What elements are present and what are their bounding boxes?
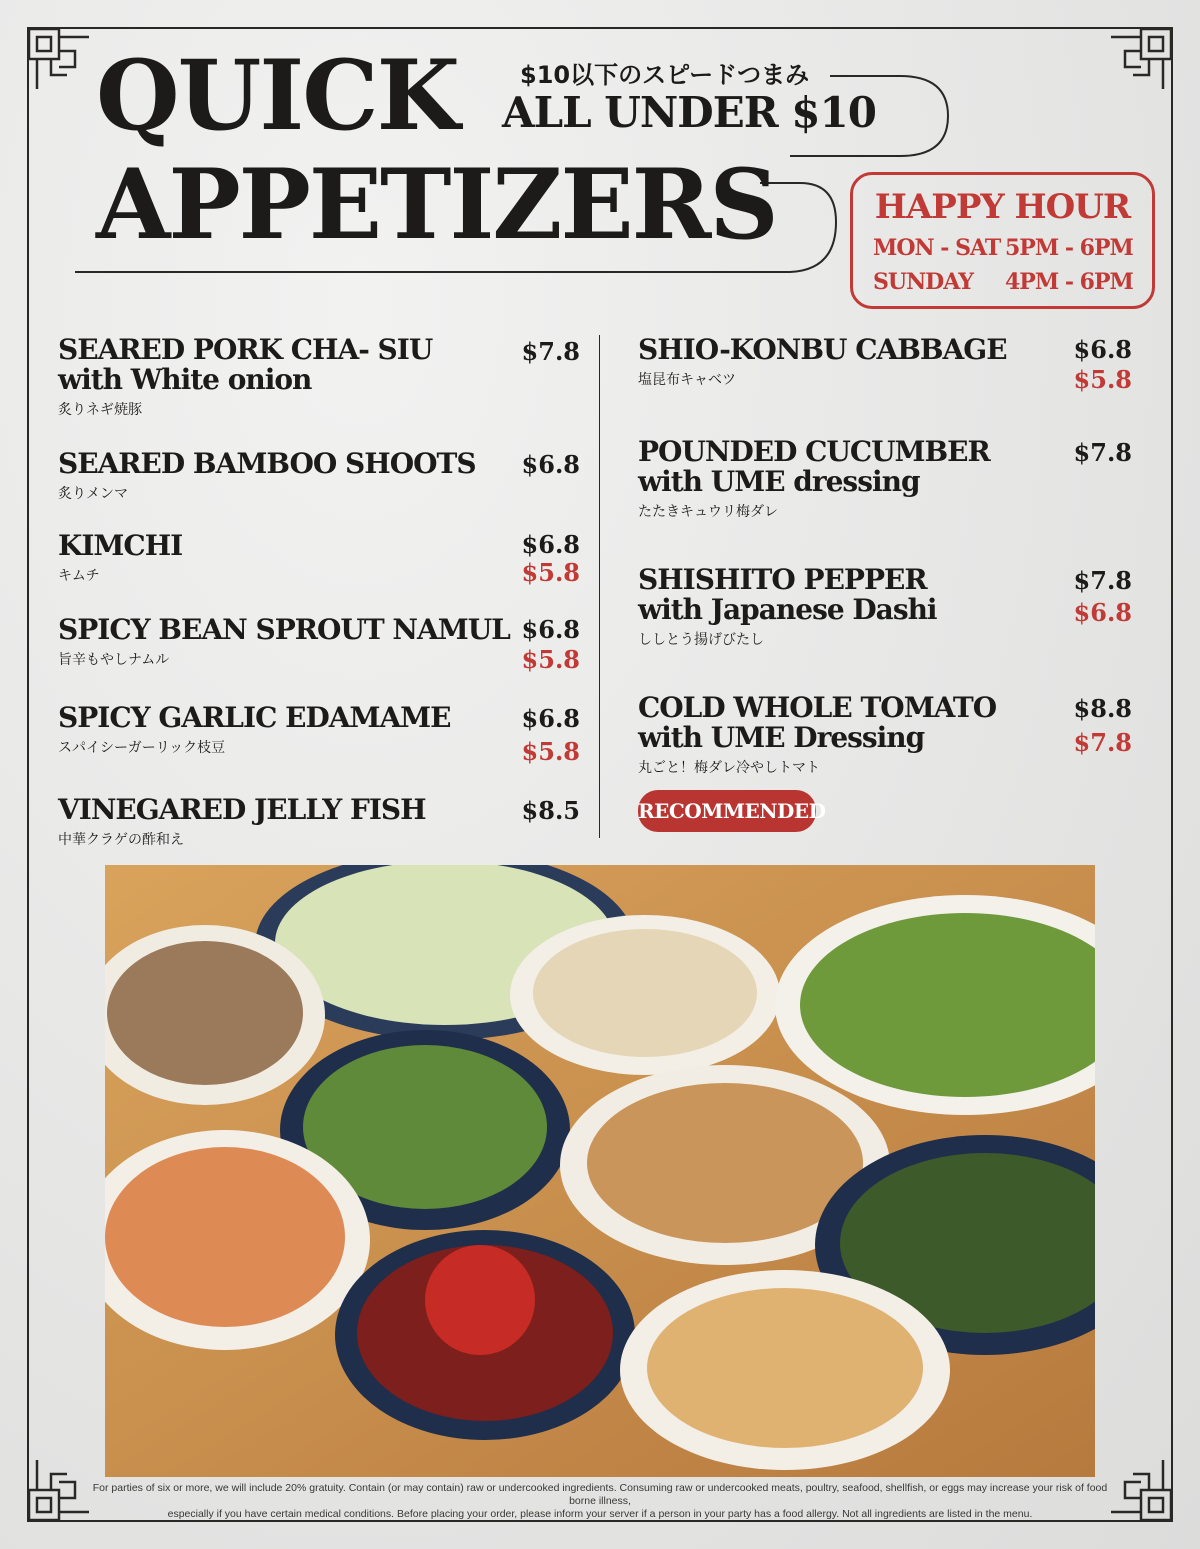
menu-item-japanese: 炙りネギ焼豚 xyxy=(58,402,142,418)
subtitle-english: ALL UNDER $10 xyxy=(502,88,876,137)
menu-item-sale-price: $5.8 xyxy=(1073,365,1132,394)
happy-hour-row xyxy=(873,235,1133,261)
menu-item-japanese: キムチ xyxy=(58,568,100,584)
menu-item xyxy=(58,531,182,585)
menu-item xyxy=(638,565,937,649)
menu-item xyxy=(638,437,990,521)
happy-hour-time: 5PM - 6PM xyxy=(1005,235,1133,261)
page-title-line1: QUICK xyxy=(96,39,459,152)
disclaimer xyxy=(90,1482,1110,1521)
menu-item-sale-price: $5.8 xyxy=(521,558,580,587)
corner-ornament-icon xyxy=(1107,27,1173,93)
menu-item-name: SHIO-KONBU CABBAGE xyxy=(638,333,1007,366)
disclaimer-line: especially if you have certain medical conditions. Before placing your order, please inform your server if a person in your party has a food allergy. Not all ingredients are listed in the menu. xyxy=(167,1508,1033,1520)
menu-item xyxy=(638,335,1007,389)
happy-hour-time: 4PM - 6PM xyxy=(1005,269,1133,295)
corner-ornament-icon xyxy=(27,27,93,93)
menu-item-price: $6.8 xyxy=(521,615,580,644)
menu-item-price: $6.8 xyxy=(521,450,580,479)
menu-item-price: $6.8 xyxy=(521,530,580,559)
menu-item-name-sub: with UME dressing xyxy=(638,465,920,498)
corner-ornament-icon xyxy=(1107,1456,1173,1522)
page-title-line2: APPETIZERS xyxy=(96,148,777,261)
menu-item xyxy=(58,335,432,419)
menu-item-japanese: スパイシーガーリック枝豆 xyxy=(58,740,226,756)
menu-item-name: SEARED PORK CHA- SIU xyxy=(58,333,433,366)
happy-hour-box xyxy=(850,172,1155,309)
menu-item-japanese: 塩昆布キャベツ xyxy=(638,372,736,388)
column-divider xyxy=(599,335,600,838)
menu-item xyxy=(58,615,510,669)
food-photo xyxy=(105,865,1095,1477)
menu-item-japanese: 旨辛もやしナムル xyxy=(58,652,170,668)
menu-item-sale-price: $6.8 xyxy=(1073,598,1132,627)
menu-item-name: VINEGARED JELLY FISH xyxy=(58,793,426,826)
menu-item-name: SEARED BAMBOO SHOOTS xyxy=(58,447,476,480)
menu-item-price: $7.8 xyxy=(1073,438,1132,467)
menu-item-name-sub: with White onion xyxy=(58,363,312,396)
menu-item-price: $7.8 xyxy=(521,337,580,366)
recommended-badge: RECOMMENDED xyxy=(638,790,816,832)
corner-ornament-icon xyxy=(27,1456,93,1522)
menu-item xyxy=(638,693,996,777)
menu-item-sale-price: $5.8 xyxy=(521,645,580,674)
menu-item-price: $6.8 xyxy=(521,704,580,733)
menu-item-japanese: ししとう揚げびたし xyxy=(638,632,764,648)
menu-item-price: $8.8 xyxy=(1073,694,1132,723)
menu-item-name: POUNDED CUCUMBER xyxy=(638,435,990,468)
menu-item-name: COLD WHOLE TOMATO xyxy=(638,691,997,724)
menu-item-name: SPICY BEAN SPROUT NAMUL xyxy=(58,613,510,646)
menu-item-japanese: 丸ごと！梅ダレ冷やしトマト xyxy=(638,760,820,776)
menu-item-name: KIMCHI xyxy=(58,529,183,562)
subtitle-japanese: $10以下のスピードつまみ xyxy=(520,61,810,89)
menu-item-japanese: 中華クラゲの酢和え xyxy=(58,832,184,848)
happy-hour-day: MON - SAT xyxy=(873,235,1001,261)
happy-hour-row xyxy=(873,269,1133,295)
menu-item-japanese: たたきキュウリ梅ダレ xyxy=(638,504,778,520)
menu-item-sale-price: $7.8 xyxy=(1073,728,1132,757)
menu-item-name-sub: with UME Dressing xyxy=(638,721,925,754)
menu-item-japanese: 炙りメンマ xyxy=(58,486,128,502)
menu-item-name-sub: with Japanese Dashi xyxy=(638,593,937,626)
happy-hour-title: HAPPY HOUR xyxy=(874,187,1131,227)
happy-hour-day: SUNDAY xyxy=(873,269,973,295)
menu-item-name: SHISHITO PEPPER xyxy=(638,563,927,596)
disclaimer-line: For parties of six or more, we will include 20% gratuity. Contain (or may contain) raw or undercooked ingredients. Consuming raw or undercooked meats, poultry, seafood, shellfish, or eggs may increase your risk of food borne illness, xyxy=(92,1482,1108,1507)
menu-item xyxy=(58,449,476,503)
menu-item xyxy=(58,703,451,757)
menu-item-price: $6.8 xyxy=(1073,335,1132,364)
menu-item xyxy=(58,795,426,849)
menu-item-sale-price: $5.8 xyxy=(521,737,580,766)
menu-item-price: $8.5 xyxy=(521,796,580,825)
menu-item-name: SPICY GARLIC EDAMAME xyxy=(58,701,451,734)
menu-item-price: $7.8 xyxy=(1073,566,1132,595)
